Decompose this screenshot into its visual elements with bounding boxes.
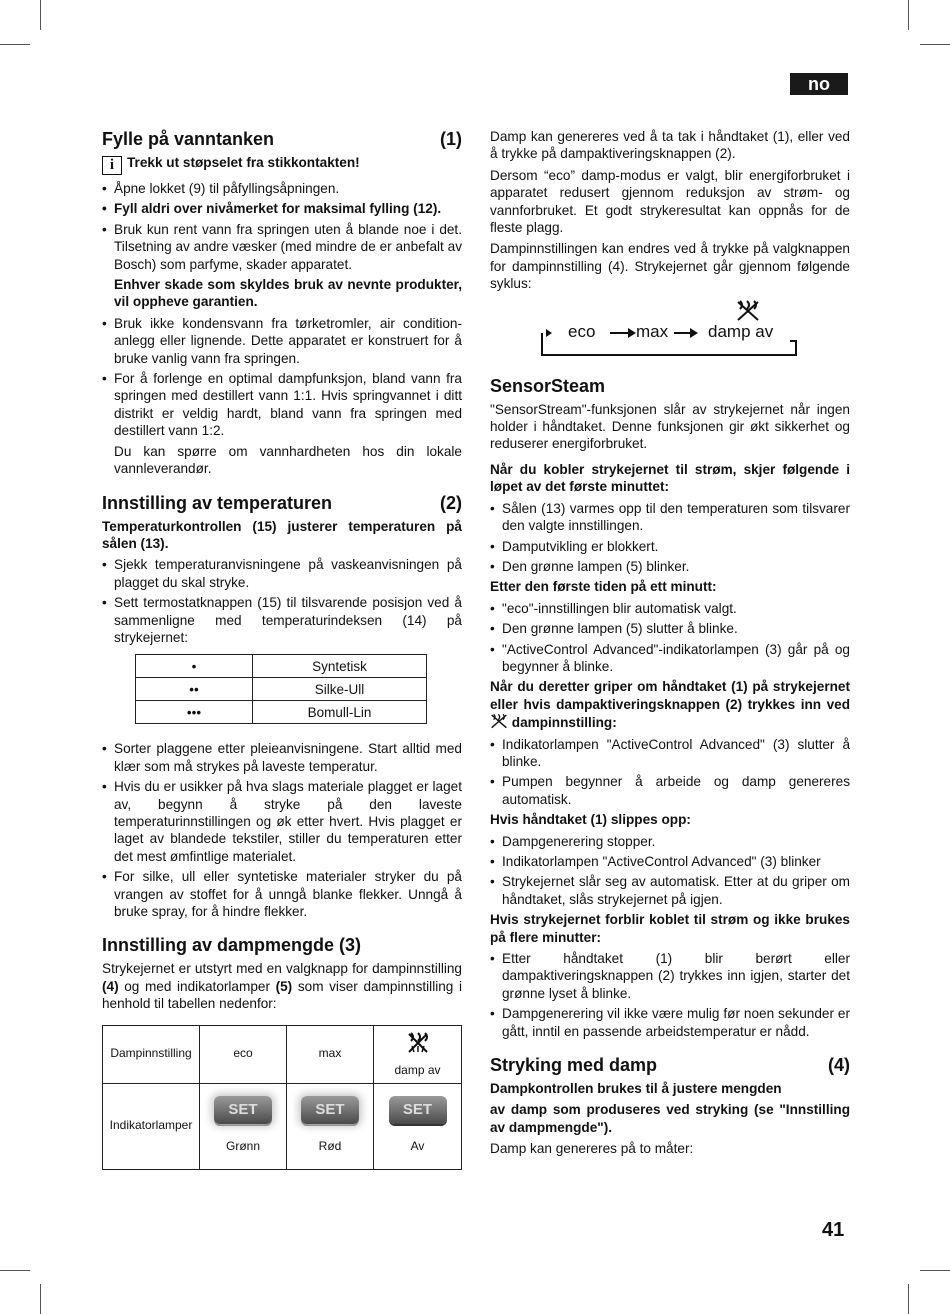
steam-ironing-lead: av damp som produseres ved stryking (se "Innstilling av dampmengde"). [490,1102,850,1135]
crop-mark [0,1270,30,1271]
steam-off-icon [738,301,758,320]
set-button-glow-icon: SET [214,1096,272,1124]
list-item: • "eco"-innstillingen blir automatisk valgt. [490,600,850,617]
list-item: • Sett termostatknappen (15) til tilsvarende posisjon ved å sammenligne med temperaturindeksen (14) på strykejernet: [102,594,462,646]
row-label: Dampinnstilling [103,1025,200,1083]
lamp-off-cell [374,1083,462,1169]
subheading: Når du deretter griper om håndtaket (1) på strykejernet eller hvis dampaktiveringsknappen (2) trykkes inn ved dampinnstilling: [490,679,850,731]
steam-generation-text: Damp kan genereres ved å ta tak i håndtaket (1), eller ved å trykke på dampaktiveringsknappen (2). [490,129,850,162]
list-item: • Den grønne lampen (5) slutter å blinke. [490,620,850,637]
cycle-intro-text: Dampinnstillingen kan endres ved å trykke på valgknappen for dampinnstilling (4). Strykejernet går gjennom følgende syklus: [490,241,850,292]
lamp-red-cell [287,1083,374,1169]
crop-mark [908,1284,909,1314]
list-item: • Sålen (13) varmes opp til den temperaturen som tilsvarer den valgte innstillingen. [490,500,850,535]
steam-off-icon [405,1030,431,1056]
steam-amount-intro: Strykejernet er utstyrt med en valgknapp for dampinnstilling (4) og med indikatorlamper (5) som viser dampinnstilling i henhold til tabellen nedenfor: [102,961,462,1012]
steam-max: max [287,1025,374,1083]
unplug-warning: i Trekk ut støpselet fra stikkontakten! [102,154,462,175]
temp-label: Syntetisk [253,655,427,678]
table-row [136,701,427,724]
section-heading-fill-tank: Fylle på vanntanken (1) [102,129,462,149]
steam-off-cell [374,1025,462,1083]
eco-mode-text: Dersom “eco” damp-modus er valgt, blir energiforbruket i apparatet redusert gjennom reduksjon av strøm- og vannforbruket. Et godt strykeresultat kan oppnås for de fleste plagg. [490,167,850,236]
crop-mark [920,1270,950,1271]
list-item: • For å forlenge en optimal dampfunksjon, bland vann fra springen med destillert vann 1:1. Hvis springvannet i ditt distrikt er veldig hardt, bland vann fra springen med destillert vann 1:2. [102,370,462,440]
crop-mark [0,44,30,45]
subheading: Hvis strykejernet forblir koblet til strøm og ikke brukes på flere minutter: [490,912,850,945]
list-item: • Indikatorlampen "ActiveControl Advanced" (3) slutter å blinke. [490,736,850,771]
table-row [103,1083,462,1169]
crop-mark [908,0,909,30]
temp-dots: •• [136,678,253,701]
sensorsteam-list-2 [490,600,850,676]
section-heading-temperature: Innstilling av temperaturen (2) [102,492,462,513]
steam-cycle-diagram [490,299,850,365]
list-item: • Bruk kun rent vann fra springen uten å blande noe i det. Tilsetning av andre væsker (med mindre de er anbefalt av Bosch) som parfyme, skader apparatet. [102,221,462,273]
sensorsteam-list-1 [490,500,850,576]
page-number: 41 [822,1219,845,1241]
crop-mark [40,0,41,30]
sensorsteam-list-4 [490,833,850,909]
left-column [102,128,462,1170]
section-heading-steam-amount: Innstilling av dampmengde (3) [102,935,362,956]
table-row [103,1025,462,1083]
list-item: • "ActiveControl Advanced"-indikatorlampen (3) går på og begynner å blinke. [490,641,850,676]
fill-list-2 [102,315,462,440]
lamp-label: Av [410,1139,425,1154]
lamp-label: Rød [318,1139,342,1154]
cycle-step-eco: eco [568,321,596,341]
language-tab: no [790,73,848,95]
sensorsteam-intro: "SensorStream"-funksjonen slår av strykejernet når ingen holder i håndtaket. Denne funksjonen gir økt sikkerhet og reduserer energiforbruket. [490,401,850,452]
list-item: • For silke, ull eller syntetiske materialer stryker du på vrangen av stoffet for å unngå blanke flekker. Unngå å bruke spray, for å hindre flekker. [102,868,462,920]
table-row [136,678,427,701]
temperature-lead: Temperaturkontrollen (15) justerer temperaturen på sålen (13). [102,518,462,551]
list-item: • Bruk ikke kondensvann fra tørketromler, air condition-anlegg eller lignende. Dette apparatet er konstruert for å bruke vanlig vann fra springen. [102,315,462,367]
table-row [136,655,427,678]
sensorsteam-list-3 [490,736,850,809]
steam-off-icon [490,713,508,729]
list-item: • Damputvikling er blokkert. [490,538,850,555]
temperature-list-2 [102,740,462,920]
list-item: • Dampgenerering vil ikke være mulig før noen sekunder er gått, inntil en passende arbeidstemperatur er nådd. [490,1005,850,1040]
lamp-label: Grønn [225,1139,260,1154]
water-hardness-note: Du kan spørre om vannhardheten hos din lokale vannleverandør. [114,443,462,477]
warranty-note: Enhver skade som skyldes bruk av nevnte produkter, vil oppheve garantien. [114,277,462,310]
list-item: • Åpne lokket (9) til påfyllingsåpningen. [102,180,462,197]
fill-list [102,180,462,273]
list-item: • Den grønne lampen (5) blinker. [490,558,850,575]
list-item: • Dampgenerering stopper. [490,833,850,850]
steam-ironing-lead: Dampkontrollen brukes til å justere mengden [490,1081,782,1097]
list-item: • Pumpen begynner å arbeide og damp genereres automatisk. [490,773,850,808]
list-item: • Sorter plaggene etter pleieanvisningene. Start alltid med klær som må strykes på laveste temperatur. [102,740,462,775]
temperature-list [102,556,462,646]
steam-off-label: damp av [394,1063,441,1078]
sensorsteam-list-5 [490,950,850,1040]
list-item: • Fyll aldri over nivåmerket for maksimal fylling (12). [102,200,462,217]
temp-dots: ••• [136,701,253,724]
cycle-step-off: damp av [708,321,774,341]
lamp-green-cell [200,1083,287,1169]
steam-ironing-text: Damp kan genereres på to måter: [490,1141,694,1157]
temp-label: Bomull-Lin [253,701,427,724]
temp-dots: • [136,655,253,678]
list-item: • Etter håndtaket (1) blir berørt eller dampaktiveringsknappen (2) trykkes inn igjen, starter det grønne lyset å blinke. [490,950,850,1002]
section-heading-sensorsteam: SensorSteam [490,375,606,396]
steam-eco: eco [200,1025,287,1083]
subheading: Hvis håndtaket (1) slippes opp: [490,812,691,828]
list-item: • Indikatorlampen "ActiveControl Advanced" (3) blinker [490,853,850,870]
right-column [490,128,850,1162]
set-button-icon: SET [389,1096,447,1124]
set-button-glow-icon: SET [301,1096,359,1124]
cycle-frame [490,299,850,365]
temperature-table [135,654,427,724]
info-icon: i [102,156,122,175]
subheading: Når du kobler strykejernet til strøm, skjer følgende i løpet av det første minuttet: [490,461,850,495]
cycle-step-max: max [636,321,669,341]
list-item: • Sjekk temperaturanvisningene på vaskeanvisningen på plagget du skal stryke. [102,556,462,591]
crop-mark [920,44,950,45]
subheading: Etter den første tiden på ett minutt: [490,579,717,595]
steam-settings-table [102,1025,462,1170]
temp-label: Silke-Ull [253,678,427,701]
crop-mark [40,1284,41,1314]
list-item: • Strykejernet slår seg av automatisk. Etter at du griper om håndtaket, slås strykejernet på igjen. [490,873,850,908]
section-heading-steam-ironing: Stryking med damp (4) [490,1055,850,1076]
row-label: Indikatorlamper [103,1083,200,1169]
list-item: • Hvis du er usikker på hva slags materiale plagget er laget av, begynn å stryke på den laveste temperaturinnstillingen og øk etter hvert. Hvis plagget er laget av blandede tekstiler, stiller du temperaturen etter det mest ømfintlige materialet. [102,778,462,865]
